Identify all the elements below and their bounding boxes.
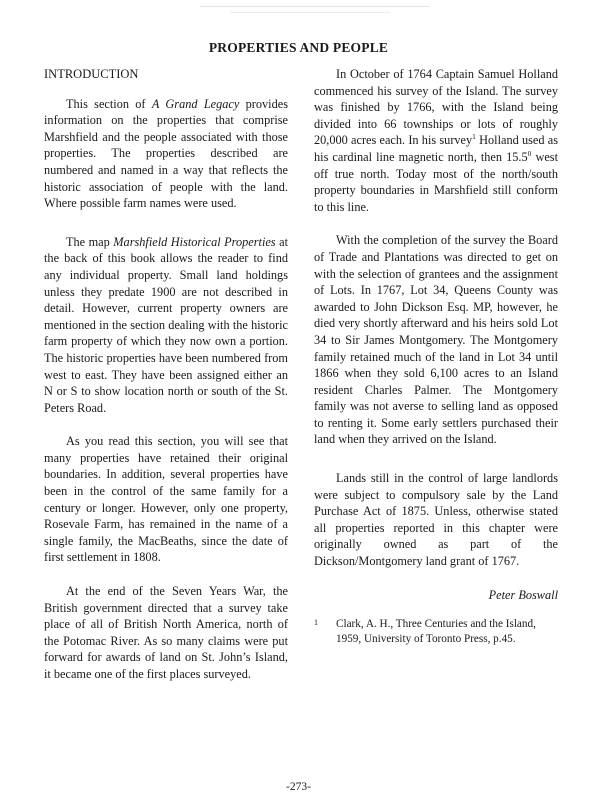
footnote (314, 617, 558, 647)
section-heading: INTRODUCTION (44, 67, 139, 81)
bleed-through-line (200, 6, 430, 7)
author-signature: Peter Boswall (488, 587, 558, 602)
page-title: PROPERTIES AND PEOPLE (208, 40, 389, 55)
left-column (44, 66, 288, 700)
footnote-marker: 1 (314, 618, 318, 628)
degree-superscript: 0 (527, 148, 532, 158)
map-title: Marshfield Historical Properties (113, 234, 276, 249)
paragraph-grantees: With the completion of the survey the Board of Trade and Plantations was directed to get on with the selection of grantees and the assignment of Lots. In 1767, Lot 34, Queens County was awarded to John Dickson Esq. MP, however, he died very shortly afterward and his heirs sold Lot 34 to Sir James Montgomery. The Montgomery family retained much of the land in Lot 34 until 1866 when they sold 6,100 acres to an Island resident Charles Palmer. The Montgomery family was not averse to selling land as opposed to renting it. Some early settlers purchased their land when they arrived on the Island. (314, 233, 558, 447)
right-column (314, 66, 558, 647)
paragraph-map: The map Marshfield Historical Properties at the back of this book allows the reader to find any individual property. Small land holdings unless they predate 1900 are not described in detail. However, current property owners are mentioned in the section dealing with the historic farm property of which they now own a portion. The historic properties have been numbered from west to east. They have been assigned either an N or S to show location north or south of the St. Peters Road. (44, 234, 288, 415)
page-number: -273- (286, 781, 311, 793)
footnote-reference: 1 (472, 132, 476, 142)
paragraph-intro: This section of A Grand Legacy provides information on the properties that comprise Marshfield and the people associated with those properties. The properties described are numbered and named in a way that reflects the historic association of people with the land. Where possible farm names were used. (44, 96, 288, 211)
footnote-text: Clark, A. H., Three Centuries and the Island, 1959, University of Toronto Press, p.45. (336, 618, 536, 646)
paragraph-land-purchase: Lands still in the control of large landlords were subject to compulsory sale by the Land Purchase Act of 1875. Unless, otherwise stated all properties reported in this chapter were originally owned as part of the Dickson/Montgomery land grant of 1767. (314, 471, 558, 569)
paragraph-holland: In October of 1764 Captain Samuel Holland commenced his survey of the Island. The survey was finished by 1766, with the Island being divided into 66 townships or lots of roughly 20,000 acres each. In his survey$^1$ Holland used as his cardinal line magnetic north, then 15.5$^0$ west off true north. Today most of the north/south property boundaries in Marshfield still conform to this line. (314, 67, 558, 214)
book-title: A Grand Legacy (151, 96, 240, 111)
bleed-through-line (230, 12, 390, 13)
paragraph-boundaries: As you read this section, you will see that many properties have retained their original boundaries. In addition, several properties have been in the control of the same family for a century or longer. However, only one property, Rosevale Farm, has remained in the name of a single family, the MacBeaths, since the date of first settlement in 1808. (44, 434, 288, 565)
paragraph-survey: At the end of the Seven Years War, the British government directed that a survey take place of all of British North America, north of the Potomac River. As so many claims were put forward for awards of land on St. John’s Island, it became one of the first places surveyed. (44, 584, 288, 681)
